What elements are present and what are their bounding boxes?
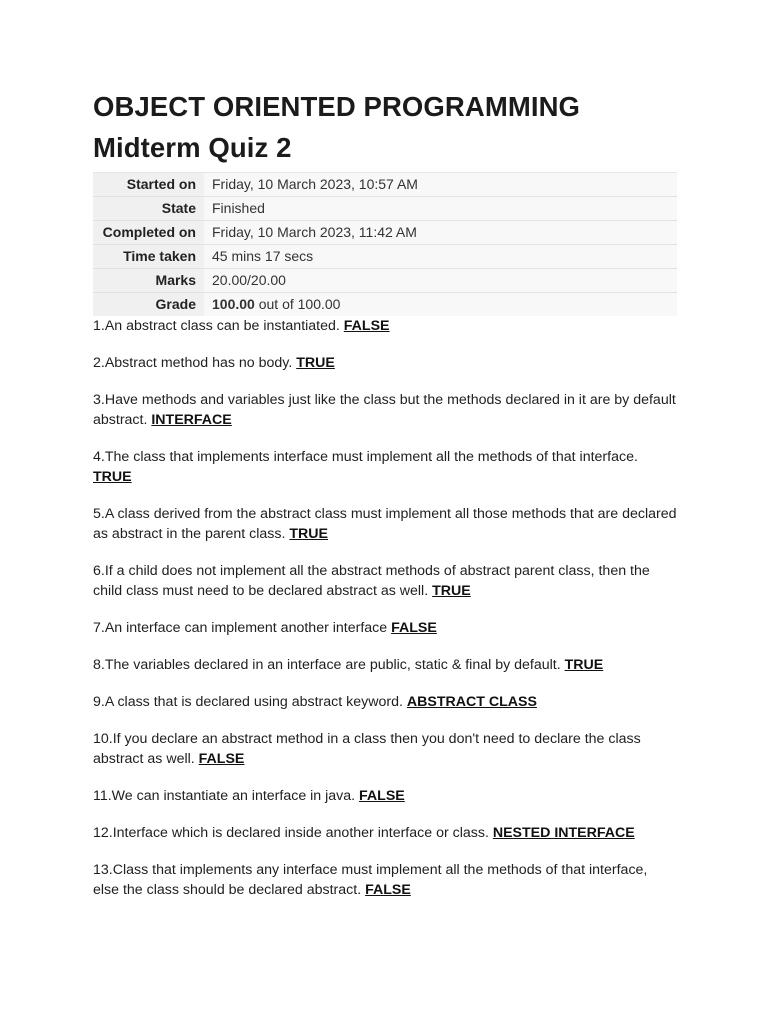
- question-text: 9.A class that is declared using abstract keyword.: [93, 694, 407, 710]
- question-item: [93, 823, 677, 843]
- question-answer: FALSE: [365, 882, 411, 898]
- summary-value: 45 mins 17 secs: [204, 245, 677, 269]
- summary-value: Friday, 10 March 2023, 11:42 AM: [204, 221, 677, 245]
- title-line-course: OBJECT ORIENTED PROGRAMMING: [93, 91, 581, 122]
- question-answer: INTERFACE: [151, 412, 232, 428]
- question-answer: FALSE: [359, 788, 405, 804]
- question-answer: FALSE: [391, 620, 437, 636]
- summary-label: Time taken: [93, 245, 204, 269]
- question-text: 8.The variables declared in an interface are public, static & final by default.: [93, 657, 565, 673]
- question-item: [93, 692, 677, 712]
- question-answer: TRUE: [296, 355, 335, 371]
- summary-row-time-taken: [93, 245, 677, 269]
- question-list: [93, 316, 677, 900]
- question-answer: TRUE: [289, 526, 328, 542]
- summary-value: [204, 293, 677, 317]
- question-text: 11.We can instantiate an interface in java.: [93, 788, 360, 804]
- question-text: 12.Interface which is declared inside another interface or class.: [93, 825, 493, 841]
- summary-label: Marks: [93, 269, 204, 293]
- question-text: 4.The class that implements interface must implement all the methods of that interface.: [93, 449, 638, 465]
- question-text: 1.An abstract class can be instantiated.: [93, 318, 344, 334]
- question-text: 2.Abstract method has no body.: [93, 355, 297, 371]
- question-item: [93, 618, 677, 638]
- summary-value: Friday, 10 March 2023, 10:57 AM: [204, 173, 677, 197]
- question-item: [93, 353, 677, 373]
- summary-row-started: [93, 173, 677, 197]
- summary-label: Started on: [93, 173, 204, 197]
- question-answer: NESTED INTERFACE: [492, 825, 635, 841]
- question-item: [93, 655, 677, 675]
- question-item: [93, 447, 677, 487]
- summary-row-completed: [93, 221, 677, 245]
- question-item: [93, 561, 677, 601]
- summary-label: State: [93, 197, 204, 221]
- page-title: [93, 0, 677, 168]
- title-line-quiz: Midterm Quiz 2: [93, 132, 292, 163]
- question-text: 7.An interface can implement another interface: [93, 620, 392, 636]
- question-answer: TRUE: [432, 583, 471, 599]
- question-answer: ABSTRACT CLASS: [406, 694, 537, 710]
- question-answer: FALSE: [198, 751, 245, 767]
- question-answer: FALSE: [343, 318, 390, 334]
- question-item: [93, 316, 677, 336]
- question-text: 13.Class that implements any interface must implement all the methods of that interface, else the class should be declared abstract.: [93, 862, 648, 898]
- summary-row-marks: [93, 269, 677, 293]
- question-text: 6.If a child does not implement all the abstract methods of abstract parent class, then the child class must need to be declared abstract as well.: [93, 563, 650, 599]
- question-answer: TRUE: [93, 469, 132, 485]
- question-text: 5.A class derived from the abstract class must implement all those methods that are declared as abstract in the parent class.: [93, 506, 677, 542]
- question-answer: TRUE: [564, 657, 604, 673]
- grade-score: 100.00: [212, 296, 255, 312]
- question-item: [93, 786, 677, 806]
- question-item: [93, 504, 677, 544]
- summary-label: Grade: [93, 293, 204, 317]
- document-page: [93, 0, 677, 917]
- quiz-summary-table: [93, 172, 677, 316]
- question-text: 10.If you declare an abstract method in a class then you don't need to declare the class abstract as well.: [93, 731, 641, 767]
- question-item: [93, 860, 677, 900]
- question-item: [93, 390, 677, 430]
- summary-row-grade: [93, 293, 677, 317]
- question-item: [93, 729, 677, 769]
- summary-label: Completed on: [93, 221, 204, 245]
- summary-value: Finished: [204, 197, 677, 221]
- summary-row-state: [93, 197, 677, 221]
- summary-value: 20.00/20.00: [204, 269, 677, 293]
- grade-out-of: out of 100.00: [254, 296, 341, 312]
- question-text: 3.Have methods and variables just like the class but the methods declared in it are by default abstract.: [93, 392, 676, 428]
